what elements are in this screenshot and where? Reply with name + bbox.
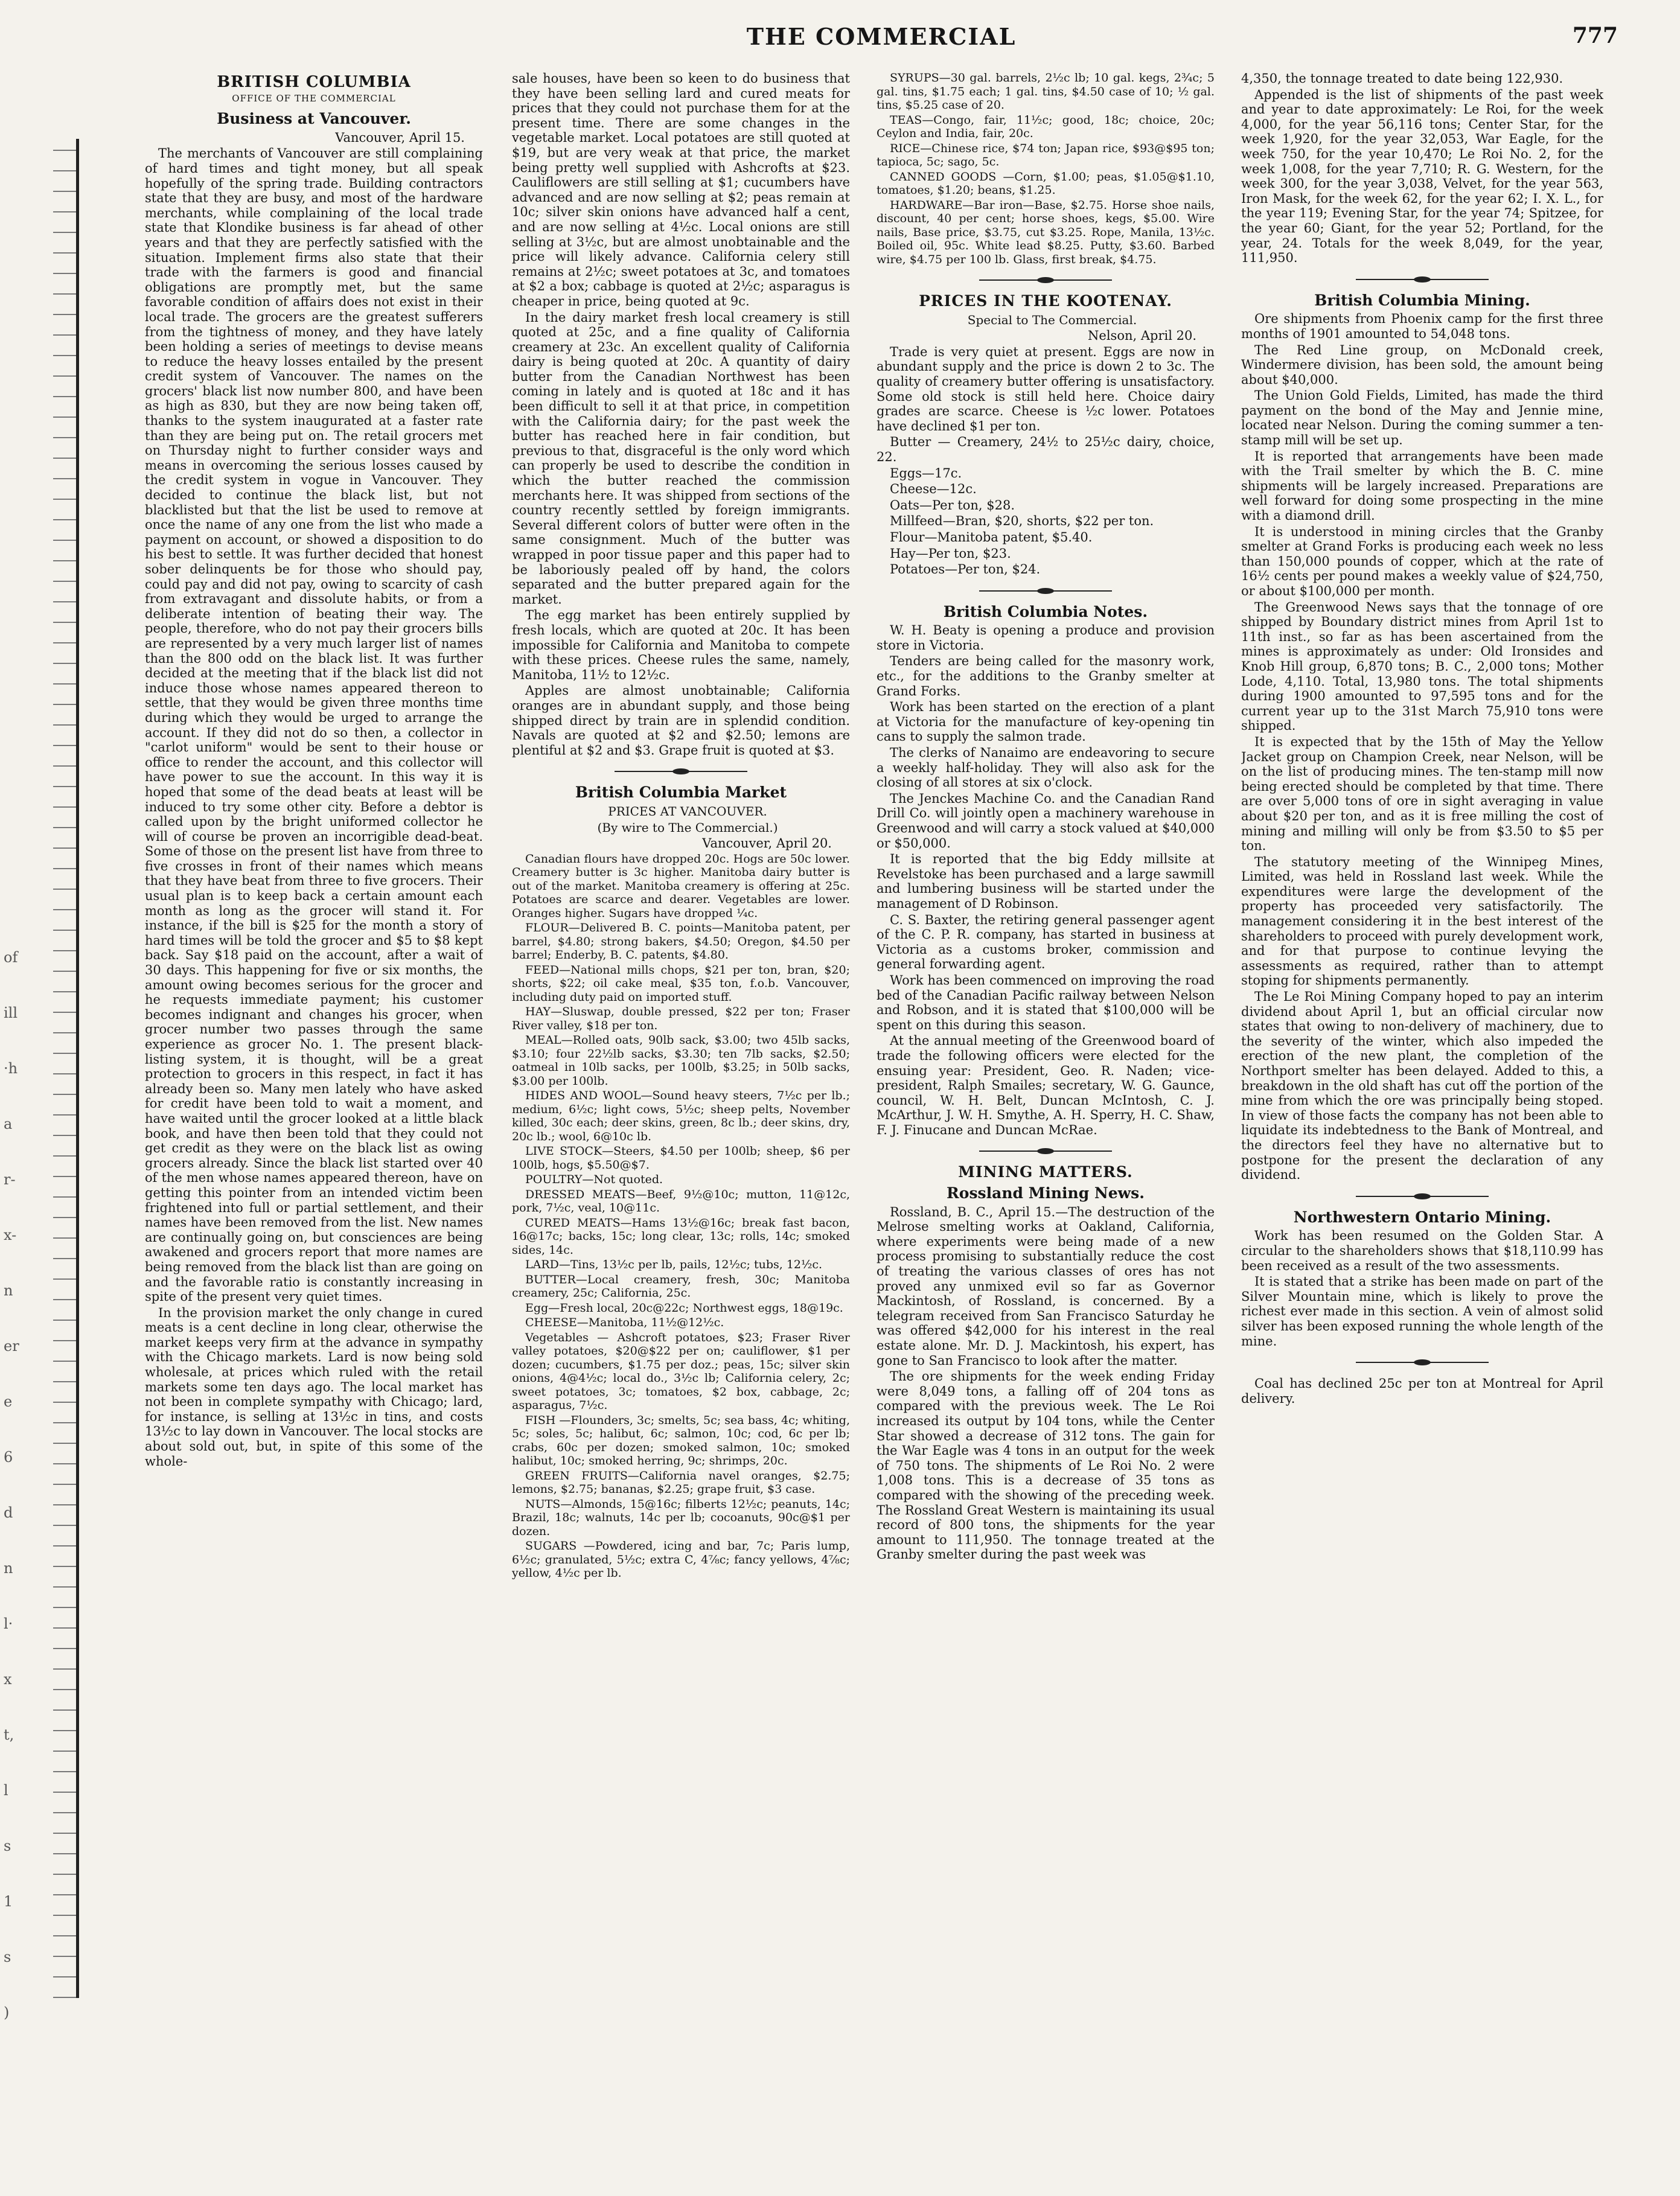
divider-rule [1356,1192,1489,1201]
paragraph: NUTS—Almonds, 15@16c; filberts 12½c; peanuts, 14c; Brazil, 18c; walnuts, 14c per lb; cocoanuts, 90c@$1 per dozen. [512,1497,850,1538]
paragraph: The merchants of Vancouver are still complaining of hard times and tight money, but all speak hopefully of the spring trade. Building contractors state that they are busy, and most of the hardware merchants, while complaining of the local trade state that Klondike business is far ahead of other years and that they are perfectly satisfied with the situation. Implement firms also state that their trade with the farmers is good and financial obligations are promptly met, but the same favorable condition of affairs does not exist in their local trade. The grocers are the greatest sufferers from the tightness of money, and they have lately been holding a series of meetings to devise means to reduce the heavy losses entailed by the present credit system of Vancouver. The names on the grocers' black list now number 800, and have been as high as 830, but they are now being taken off, thanks to the system inaugurated at a faster rate than they are being put on. The retail grocers met on Thursday night to further consider ways and means in overcoming the serious losses caused by the credit system in vogue in Vancouver. They decided to continue the black list, but not blacklisted but that the list be used to remove at once the name of any one from the list who made a payment on account, or showed a disposition to do his best to settle. It was further decided that honest sober delinquents be for those who should pay, could pay and did not pay, owing to scarcity of cash from extravagant and dissolute habits, or from a deliberate intention of beating their way. The people, therefore, who do not pay their grocers bills are represented by a very much larger list of names than the 800 odd on the black list. It was further decided at the meeting that if the black list did not induce those whose names appeared thereon to settle, that they would be given three months time during which they would be urged to arrange the account. If they did not do so then, a collector in "carlot uniform" would be sent to their house or office to render the account, and this collector will have power to sue the account. In this way it is hoped that some of the dead beats at least will be induced to try some other city. Before a debtor is called upon by the bright uniformed collector he will of course be proven an incorrigible dead-beat. Some of those on the present list have from three to five crosses in front of their names which means that they have beat from three to five grocers. Their usual plan is to keep back a certain amount each month as long as the grocer will stand it. For instance, if the bill is $25 for the month a story of hard times will be told the grocer and $5 to $8 kept back. Say $18 paid on the account, after a wait of 30 days. This happening for five or six months, the amount owing becomes serious for the grocer and he requests immediate payment; his customer becomes indignant and changes his grocer, when grocer number two passes through the same experience as grocer No. 1. The present black-listing system, it is thought, will be a great protection to grocers in this respect, in fact it has already been so. Many men lately who have asked for credit have been told to wait a moment, and have waited until the grocer looked at a little black book, and have then been told that they could not get credit as they were on the black list as owing grocers already. Since the black list started over 40 of the men whose names appeared thereon, have on getting this pointer from an intended victim been frightened into full or partial settlement, and their names have been removed from the list. New names are continually going on, but consciences are being awakened and grocers report that more names are being removed from the black list than are going on and the favorable ratio is constantly increasing in spite of the present very quiet times. [145,146,483,1304]
margin-fragment: l· [4,1615,13,1632]
paragraph: In the provision market the only change in cured meats is a cent decline in long clear, otherwise the market keeps very firm at the advance in sympathy with the Chicago markets. Lard is now being sold wholesale, at prices which ruled with the retail markets some ten days ago. The local market has not been in complete sympathy with Chicago; lard, for instance, is selling at 13½c in tins, and costs 13½c to lay down in Vancouver. The local stocks are about sold out, but, in spite of this some of the whole- [145,1305,483,1469]
paragraph: Potatoes—Per ton, $24. [890,562,1041,577]
rossland-body-continued [1241,71,1603,266]
market-prices [512,852,850,1580]
article-title-business-vancouver: Business at Vancouver. [217,110,411,128]
paragraph: RICE—Chinese rice, $74 ton; Japan rice, $93@$95 ton; tapioca, 5c; sago, 5c. [877,141,1215,168]
paragraph: Rossland, B. C., April 15.—The destruction of the Melrose smelting works at Oakland, California, where experiments were being made of a new process promising to substantially reduce the cost of treating the various classes of ores has not proved any unmixed evil so far as Governor Mackintosh, of Rossland, is concerned. By a telegram received from San Francisco Saturday he was offered $42,000 for his interest in the real estate alone. Mr. D. J. Mackintosh, his expert, has gone to San Francisco to look after the matter. [877,1204,1215,1368]
paragraph: FEED—National mills chops, $21 per ton, bran, $20; shorts, $22; oil cake meal, $35 ton, f.o.b. Vancouver, including duty paid on imported stuff. [512,963,850,1004]
paragraph: FISH —Flounders, 3c; smelts, 5c; sea bass, 4c; whiting, 5c; soles, 5c; halibut, 6c; salmon, 10c; cod, 6c per lb; crabs, 60c per dozen; smoked salmon, 10c; smoked halibut, 10c; smoked herring, 9c; shrimps, 20c. [512,1413,850,1468]
article-title-bc-notes: British Columbia Notes. [943,602,1148,621]
coal-note: Coal has declined 25c per ton at Montreal for April delivery. [1241,1376,1603,1406]
paragraph: TEAS—Congo, fair, 11½c; good, 18c; choice, 20c; Ceylon and India, fair, 20c. [877,113,1215,140]
kootenay-special: Special to The Commercial. [967,312,1137,327]
article-title-bc-mining: British Columbia Mining. [1314,291,1530,309]
article-title-rossland: Rossland Mining News. [947,1184,1145,1202]
paragraph: POULTRY—Not quoted. [525,1173,663,1187]
paragraph: The egg market has been entirely supplied by fresh locals, which are quoted at 20c. It has been impossible for California and Manitoba to compete with these prices. Cheese rules the same, namely, Manitoba, 11½ to 12½c. [512,608,850,682]
kootenay-body [877,345,1215,577]
margin-fragment: ·h [4,1060,18,1077]
paragraph: The clerks of Nanaimo are endeavoring to secure a weekly half-holiday. They will also ask for the closing of all stores at six o'clock. [877,745,1215,790]
paragraph: Butter — Creamery, 24½ to 25½c dairy, choice, 22. [877,435,1215,464]
paragraph: Oats—Per ton, $28. [890,497,1015,512]
paragraph: BUTTER—Local creamery, fresh, 30c; Manitoba creamery, 25c; California, 25c. [512,1272,850,1300]
paragraph: It is expected that by the 15th of May the Yellow Jacket group on Champion Creek, near Nelson, will be on the list of producing mines. The ten-stamp mill now being erected should be completed by that time. There are over 5,000 tons of ore in sight averaging in value about $20 per ton, and as it is free milling the cost of mining and milling will only be from $3.50 to $5 per ton. [1241,734,1603,854]
paragraph: HIDES AND WOOL—Sound heavy steers, 7½c per lb.; medium, 6½c; light cows, 5½c; sheep pelts, November killed, 30c each; deer skins, green, 8c lb.; deer skins, dry, 20c lb.; wool, 6@10c lb. [512,1089,850,1143]
margin-fragment: 1 [4,1893,13,1910]
paragraph: CANNED GOODS —Corn, $1.00; peas, $1.05@$1.10, tomatoes, $1.20; beans, $1.25. [877,170,1215,197]
market-dateline: Vancouver, April 20. [702,836,832,851]
column-3 [877,71,1215,2184]
margin-fragment: x [4,1671,12,1688]
paragraph: In the dairy market fresh local creamery is still quoted at 25c, and a fine quality of California creamery at 23c. An excellent quality of California dairy is being quoted at 20c. A quantity of dairy butter from the Canadian Northwest has been coming in lately and is quoted at 18c and it has been difficult to sell it at that price, in competition with the California dairy; for the past week the butter has reached here in fair condition, but previous to that, disgraceful is the only word which can properly be used to describe the condition in which the butter reached the commission merchants here. It was shipped from sections of the country recently settled by foreign immigrants. Several different colors of butter were often in the same consignment. Much of the butter was wrapped in poor tissue paper and this paper had to be laboriously pealed off by hand, the colors separated and the butter prepared again for the market. [512,310,850,607]
paragraph: C. S. Baxter, the retiring general passenger agent of the C. P. R. company, has started in business at Victoria as a customs broker, commission and general forwarding agent. [877,912,1215,972]
paragraph: Appended is the list of shipments of the past week and year to date approximately: Le Roi, for the week 4,000, for the year 56,116 tons; Center Star, for the week 1,920, for the year 32,053, War Eagle, for the week 750, for the year 10,470; Le Roi No. 2, for the week 1,008, for the year 7,710; R. G. Western, for the week 300, for the year 3,038, Velvet, for the year 563, Iron Mask, for the week 62, for the year 62; I. X. L., for the year 119; Evening Star, for the year 74; Spitzee, for the year 60; Giant, for the year 52; Portland, for the year, 24. Totals for the week 8,049, for the year, 111,950. [1241,87,1603,266]
divider-rule [615,767,747,776]
page-header [145,18,1618,60]
margin-fragments [4,930,28,2040]
paragraph: Tenders are being called for the masonry work, etc., for the additions to the Granby smelter at Grand Forks. [877,654,1215,698]
article-title-bc-market: British Columbia Market [575,784,787,802]
paragraph: Egg—Fresh local, 20c@22c; Northwest eggs, 18@19c. [525,1301,843,1315]
paragraph: At the annual meeting of the Greenwood board of trade the following officers were elected for the ensuing year: President, Geo. R. Naden; vice-president, Ralph Smailes; secretary, W. G. Gaunce, council, W. H. Belt, Duncan McIntosh, C. J. McArthur, J. W. H. Smythe, A. H. Sperry, H. C. Shaw, F. J. Finucane and Duncan McRae. [877,1033,1215,1137]
margin-fragment: er [4,1338,19,1355]
paragraph: W. H. Beaty is opening a produce and provision store in Victoria. [877,623,1215,653]
paragraph: Vegetables — Ashcroft potatoes, $23; Fraser River valley potatoes, $20@$22 per on; cauliflower, $1 per dozen; cucumbers, $1.75 per doz.; peas, 15c; silver skin onions, 4@4½c; local do., 3½c lb; California celery, 2c; sweet potatoes, 3c; tomatoes, $2 box, cabbage, 2c; asparagus, 7½c. [512,1330,850,1412]
paragraph: Hay—Per ton, $23. [890,546,1011,561]
paragraph: MEAL—Rolled oats, 90lb sack, $3.00; two 45lb sacks, $3.10; four 22½lb sacks, $3.30; ten 7lb sacks, $2.50; oatmeal in 10lb sacks, per 100lb, $3.25; in 50lb sacks, $3.00 per 100lb. [512,1033,850,1088]
margin-fragment: ill [4,1004,18,1021]
margin-fragment: l [4,1782,8,1799]
paragraph: It is stated that a strike has been made on part of the Silver Mountain mine, which is likely to prove the richest ever made in this section. A vein of almost solid silver has been exposed running the whole length of the mine. [1241,1274,1603,1349]
article-body-continued [512,71,850,758]
paragraph: Trade is very quiet at present. Eggs are now in abundant supply and the price is down 2 to 3c. The quality of creamery butter offering is unsatisfactory. Some old stock is still held here. Choice dairy grades are scarce. Cheese is ½c lower. Potatoes have declined $1 per ton. [877,344,1215,433]
paragraph: Cheese—12c. [890,482,977,497]
paragraph: Canadian flours have dropped 20c. Hogs are 50c lower. Creamery butter is 3c higher. Manitoba dairy butter is out of the market. Manitoba creamery is offering at 25c. Potatoes are scarce and dearer. Vegetables are lower. Oranges higher. Sugars have dropped ¼c. [512,852,850,920]
divider-rule [979,587,1112,595]
paragraph: DRESSED MEATS—Beef, 9½@10c; mutton, 11@12c, pork, 7½c, veal, 10@11c. [512,1187,850,1215]
divider-rule [1356,275,1489,284]
column-2 [512,71,850,2184]
paragraph: CURED MEATS—Hams 13½@16c; break fast bacon, 16@17c; backs, 15c; long clear, 13c; rolls, 14c; smoked sides, 14c. [512,1216,850,1257]
rossland-body [877,1205,1215,1562]
running-title: THE COMMERCIAL [746,23,1017,50]
paragraph: The statutory meeting of the Winnipeg Mines, Limited, was held in Rossland last week. While the expenditures were large the development of the property has proceeded very satisfactorily. The management considering it in the best interest of the shareholders to proceed with purely development work, and for that purpose to continue levying the assessments as required, rather than to attempt stoping for shipments permanently. [1241,854,1603,988]
dateline: Vancouver, April 15. [335,130,465,145]
paragraph: It is reported that arrangements have been made with the Trail smelter by which the B. C. mine shipments will be largely increased. Preparations are well forward for doing some prospecting in the mine with a diamond drill. [1241,448,1603,523]
paragraph: Eggs—17c. [890,465,962,480]
kootenay-dateline: Nelson, April 20. [1088,328,1196,343]
article-title-nw-ontario: Northwestern Ontario Mining. [1293,1208,1551,1226]
margin-fragment: n [4,1560,13,1577]
paragraph: The Union Gold Fields, Limited, has made the third payment on the bond of the May and Jennie mine, located near Nelson. During the coming summer a ten-stamp mill will be set up. [1241,388,1603,448]
paragraph: Ore shipments from Phoenix camp for the first three months of 1901 amounted to 54,048 tons. [1241,311,1603,341]
paragraph: SUGARS —Powdered, icing and bar, 7c; Paris lump, 6½c; granulated, 5½c; extra C, 4⅞c; fancy yellows, 4⅞c; yellow, 4½c per lb. [512,1539,850,1580]
paragraph: Apples are almost unobtainable; California oranges are in abundant supply, and those being shipped direct by train are in splendid condition. Navals are quoted at $2 and $2.50; lemons are plentiful at $2 and $3. Grape fruit is quoted at $3. [512,683,850,758]
paragraph: The Le Roi Mining Company hoped to pay an interim dividend about April 1, but an official circular now states that owing to non-delivery of machinery, due to the severity of the winter, which also impeded the erection of the new plant, the completion of the Northport smelter has been delayed. Added to this, a breakdown in the old shaft has cut off the portion of the mine from which the ore was principally being stoped. In view of those facts the company has not been able to liquidate its indebtedness to the Bank of Montreal, and the directors feel they have no alternative but to postpone for the present the declaration of any dividend. [1241,989,1603,1183]
paragraph: sale houses, have been so keen to do business that they have been selling lard and cured meats for prices that they could not purchase them for at the present time. There are some changes in the vegetable market. Local potatoes are still quoted at $19, but are very weak at that price, the market being pretty well supplied with Ashcrofts at $23. Cauliflowers are still selling at $1; cucumbers have advanced and are now selling at $2; peas remain at 10c; silver skin onions have advanced half a cent, and are now selling at 4½c. Local onions are still selling at 3½c, but are almost unobtainable and the price will likely advance. California celery still remains at 2½c; sweet potatoes at 3c, and tomatoes at $2 a box; cabbage is quoted at 2½c; asparagus is cheaper in price, being quoted at 9c. [512,71,850,308]
paragraph: It is understood in mining circles that the Granby smelter at Grand Forks is producing each week no less than 150,000 pounds of copper, which at the rate of 16½ cents per pound makes a weekly value of $24,750, or about $100,000 per month. [1241,524,1603,598]
margin-fragment: t, [4,1726,14,1743]
margin-fragment: r- [4,1171,16,1188]
paragraph: LARD—Tins, 13½c per lb, pails, 12½c; tubs, 12½c. [525,1258,823,1272]
paragraph: HAY—Sluswap, double pressed, $22 per ton; Fraser River valley, $18 per ton. [512,1005,850,1032]
paragraph: SYRUPS—30 gal. barrels, 2½c lb; 10 gal. kegs, 2¾c; 5 gal. tins, $1.75 each; 1 gal. tins, $4.50 case of 10; ½ gal. tins, $5.25 case of 20. [877,71,1215,112]
column-4 [1241,71,1603,2184]
paragraph: CHEESE—Manitoba, 11½@12½c. [525,1316,724,1330]
divider-rule [1356,1358,1489,1367]
section-title: BRITISH COLUMBIA [217,73,411,91]
paragraph: GREEN FRUITS—California navel oranges, $2.75; lemons, $2.75; bananas, $2.25; grape fruit, $3 case. [512,1469,850,1496]
page-number: 777 [1572,23,1618,48]
bc-notes-body [877,623,1215,1137]
margin-fragment: ) [4,2004,10,2021]
paragraph: The Jenckes Machine Co. and the Canadian Rand Drill Co. will jointly open a machinery warehouse in Greenwood and will carry a stock valued at $40,000 or $50,000. [877,791,1215,851]
margin-fragment: a [4,1116,13,1132]
divider-rule [979,1147,1112,1155]
paragraph: Work has been started on the erection of a plant at Victoria for the manufacture of key-opening tin cans to supply the salmon trade. [877,700,1215,744]
margin-fragment: s [4,1949,11,1965]
margin-fragment: s [4,1837,11,1854]
paragraph: FLOUR—Delivered B. C. points—Manitoba patent, per barrel, $4.80; strong bakers, $4.50; Oregon, $4.50 per barrel; Enderby, B. C. patents, $4.80. [512,921,850,962]
column-1 [145,71,483,2184]
paragraph: LIVE STOCK—Steers, $4.50 per 100lb; sheep, $6 per 100lb, hogs, $5.50@$7. [512,1144,850,1172]
article-body [145,146,483,1469]
margin-fragment: e [4,1393,13,1410]
margin-fragment: of [4,949,18,966]
paragraph: Work has been resumed on the Golden Star. A circular to the shareholders shows that $18,110.99 has been received as a result of the two assessments. [1241,1228,1603,1273]
paragraph: 4,350, the tonnage treated to date being 122,930. [1241,71,1563,86]
article-title-mining-matters: MINING MATTERS. [958,1163,1133,1181]
market-prices-continued [877,71,1215,266]
paragraph: The ore shipments for the week ending Friday were 8,049 tons, a falling off of 204 tons as compared with the previous week. The Le Roi increased its output by 104 tons, while the Center Star showed a decrease of 312 tons. The gain for the War Eagle was 4 tons in an output for the week of 750 tons. The shipments of Le Roi No. 2 were 1,008 tons. This is a decrease of 35 tons as compared with the showing of the preceding week. The Rossland Great Western is maintaining its usual record of 800 tons, the shipments for the year amount to 111,950. The tonnage treated at the Granby smelter during the past week was [877,1369,1215,1562]
paragraph: Millfeed—Bran, $20, shorts, $22 per ton. [890,514,1154,529]
margin-fragment: x- [4,1227,17,1243]
paragraph: It is reported that the big Eddy millsite at Revelstoke has been purchased and a large sawmill and lumbering business will be started under the management of D Robinson. [877,852,1215,911]
article-title-kootenay: PRICES IN THE KOOTENAY. [919,292,1172,310]
paragraph: The Red Line group, on McDonald creek, Windermere division, has been sold, the amount being about $40,000. [1241,342,1603,387]
margin-fragment: n [4,1282,13,1299]
paragraph: The Greenwood News says that the tonnage of ore shipped by Boundary district mines from April 1st to 11th inst., so far as has been ascertained from the mines is approximately as under: Old Ironsides and Knob Hill group, 6,870 tons; B. C., 2,000 tons; Mother Lode, 4,110. Total, 13,980 tons. The total shipments during 1900 amounted to 97,595 tons and for the current year up to the 31st March 75,910 tons were shipped. [1241,599,1603,733]
market-subtitle: PRICES AT VANCOUVER. [608,803,767,819]
margin-fragment: 6 [4,1449,13,1466]
bc-mining-body [1241,311,1603,1182]
divider-rule [979,276,1112,284]
paragraph: Work has been commenced on improving the road bed of the Canadian Pacific railway between Nelson and Robson, and it is stated that $100,000 will be spent on this during this season. [877,972,1215,1032]
margin-fragment: d [4,1504,13,1521]
market-wire: (By wire to The Commercial.) [597,820,778,835]
paragraph: HARDWARE—Bar iron—Base, $2.75. Horse shoe nails, discount, 40 per cent; horse shoes, kegs, $5.00. Wire nails, Base price, $3.75, cut $3.25. Rope, Manila, 13½c. Boiled oil, 95c. White lead $8.25. Putty, $3.60. Barbed wire, $4.75 per 100 lb. Glass, first break, $4.75. [877,198,1215,266]
nw-ontario-body [1241,1228,1603,1349]
paragraph: Flour—Manitoba patent, $5.40. [890,529,1093,544]
binding-stitching [53,139,79,1998]
office-line: OFFICE OF THE COMMERCIAL [232,92,396,104]
